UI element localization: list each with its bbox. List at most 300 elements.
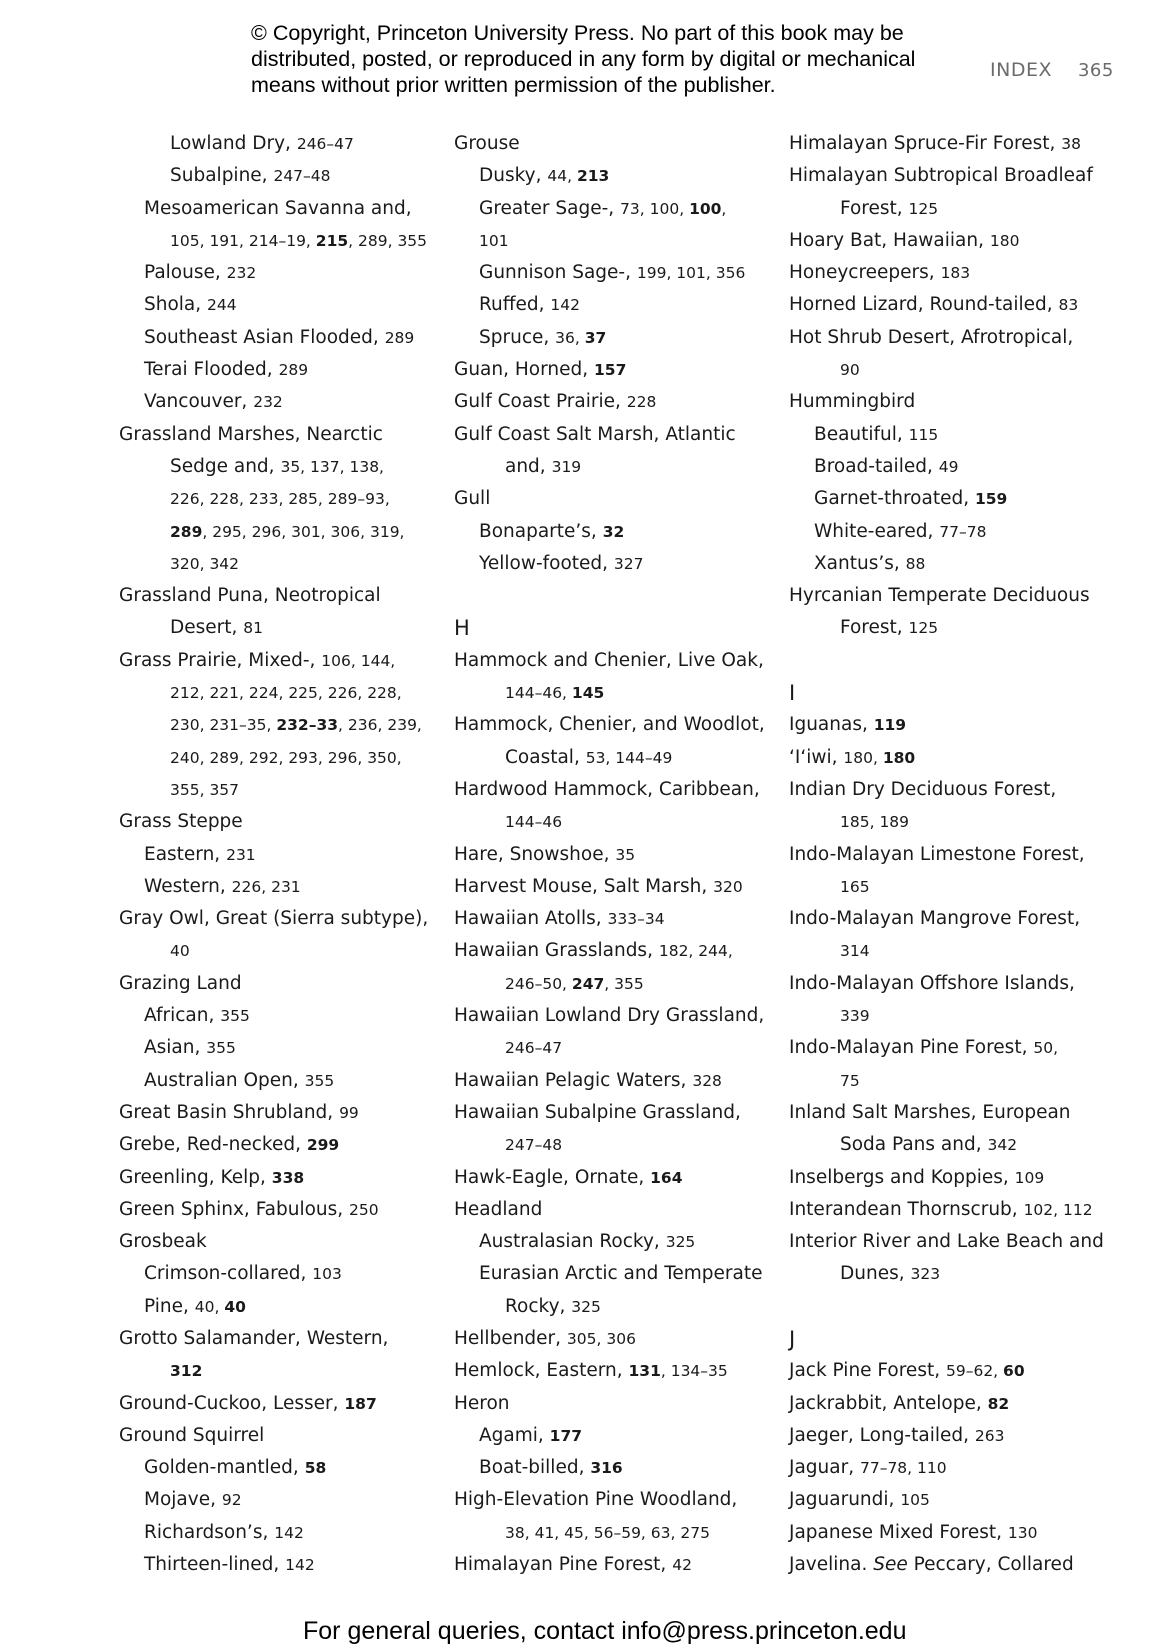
page-ref: 144–46 xyxy=(505,813,563,832)
page-ref: 246–47 xyxy=(505,1039,563,1058)
page-ref: 338 xyxy=(271,1168,305,1187)
entry-text: Indo-Malayan Limestone Forest, xyxy=(789,843,1085,865)
page-ref: 38 xyxy=(1061,135,1082,153)
page-ref: 319 xyxy=(551,457,582,476)
entry-text: Hoary Bat, Hawaiian, xyxy=(789,229,990,251)
entry-text: Gray Owl, Great (Sierra subtype), xyxy=(119,908,429,930)
page-ref: 316 xyxy=(590,1459,623,1478)
index-entry xyxy=(454,1452,784,1484)
entry-text: Jaeger, Long-tailed, xyxy=(789,1424,975,1446)
index-entry xyxy=(454,1129,784,1161)
index-entry xyxy=(789,1000,1119,1032)
page-ref: 50, xyxy=(1033,1039,1058,1058)
entry-text: Shola, xyxy=(144,294,208,316)
entry-text: Hawk-Eagle, Ornate, xyxy=(454,1166,651,1188)
page-ref: 82 xyxy=(987,1394,1010,1413)
page-ref: 35 xyxy=(615,845,636,864)
index-entry xyxy=(454,1000,784,1032)
index-entry xyxy=(454,1258,784,1290)
page-ref: 105 xyxy=(900,1491,930,1510)
entry-text: Xantus’s, xyxy=(814,552,906,574)
page-ref: 327 xyxy=(613,554,644,573)
entry-text: Great Basin Shrubland, xyxy=(119,1101,340,1123)
page-ref: 289 xyxy=(170,522,203,541)
page-ref: 83 xyxy=(1058,296,1079,315)
entry-text: Forest, xyxy=(840,197,909,219)
page-ref: 59–62, xyxy=(945,1362,1004,1381)
entry-text: Jack Pine Forest, xyxy=(789,1360,946,1382)
index-entry xyxy=(119,1484,449,1516)
page-ref: 40 xyxy=(224,1297,246,1316)
index-entry xyxy=(119,1388,449,1420)
contact-footer: For general queries, contact info@press.princeton.edu xyxy=(303,1617,907,1645)
entry-text: Crimson-collared, xyxy=(144,1263,313,1285)
page-ref: 355 xyxy=(206,1039,236,1058)
index-column-1 xyxy=(119,128,449,1581)
index-entry xyxy=(119,516,449,548)
entry-text: African, xyxy=(144,1005,221,1027)
entry-text: Hyrcanian Temperate Deciduous xyxy=(789,585,1090,607)
entry-text: Hawaiian Lowland Dry Grassland, xyxy=(454,1005,765,1027)
index-entry xyxy=(119,1065,449,1097)
index-entry xyxy=(789,871,1119,903)
entry-text: Greater Sage-, xyxy=(479,197,621,219)
index-entry xyxy=(119,1258,449,1290)
page-ref: 125 xyxy=(908,199,939,218)
entry-text: Indian Dry Deciduous Forest, xyxy=(789,778,1057,800)
index-entry xyxy=(454,225,784,257)
page-ref: 305, 306 xyxy=(566,1329,636,1348)
page-ref: 60 xyxy=(1003,1362,1025,1381)
page-ref: , 134–35 xyxy=(660,1362,728,1381)
entry-text: Thirteen-lined, xyxy=(144,1554,286,1576)
page-ref: 125 xyxy=(908,619,939,638)
index-entry xyxy=(789,289,1119,321)
page-ref: 325 xyxy=(571,1297,601,1316)
entry-text: Richardson’s, xyxy=(144,1521,275,1543)
letter-heading xyxy=(789,1323,1119,1355)
entry-text: Peccary, Collared xyxy=(907,1554,1074,1576)
index-entry xyxy=(454,128,784,160)
index-column-3 xyxy=(789,128,1119,1581)
page-ref: , 295, 296, 301, 306, 319, xyxy=(202,522,405,541)
page-ref: 53, 144–49 xyxy=(585,748,673,767)
letter-heading xyxy=(454,612,784,644)
index-entry xyxy=(454,871,784,903)
index-entry xyxy=(119,935,449,967)
page-ref: 247–48 xyxy=(273,167,331,186)
entry-text: Eurasian Arctic and Temperate xyxy=(479,1263,763,1285)
page-ref: 185, 189 xyxy=(840,813,910,832)
page-ref: 244 xyxy=(207,296,237,315)
page-ref: 142 xyxy=(550,296,580,315)
page-ref: 355 xyxy=(220,1007,250,1026)
index-entry xyxy=(454,1549,784,1581)
index-entry xyxy=(454,289,784,321)
entry-text: Boat-billed, xyxy=(479,1457,591,1479)
index-entry xyxy=(454,1097,784,1129)
entry-text: Gull xyxy=(454,488,491,510)
entry-text: Inland Salt Marshes, European xyxy=(789,1101,1071,1123)
index-entry xyxy=(119,386,449,418)
index-entry xyxy=(119,322,449,354)
index-entry xyxy=(119,354,449,386)
index-entry xyxy=(789,160,1119,192)
index-entry xyxy=(119,839,449,871)
page-ref: 35, 137, 138, xyxy=(280,457,384,476)
index-entry xyxy=(789,1258,1119,1290)
page-ref: 232 xyxy=(253,393,283,412)
page-ref: 342 xyxy=(987,1136,1018,1155)
index-entry xyxy=(454,839,784,871)
index-column-2 xyxy=(454,128,784,1581)
page-ref: 312 xyxy=(170,1362,203,1381)
index-entry xyxy=(789,1517,1119,1549)
index-entry xyxy=(454,1388,784,1420)
index-entry xyxy=(789,1355,1119,1387)
index-entry xyxy=(119,1000,449,1032)
entry-text: Heron xyxy=(454,1392,510,1414)
entry-text: Coastal, xyxy=(505,746,586,768)
index-entry xyxy=(454,1355,784,1387)
entry-text: Spruce, xyxy=(479,326,556,348)
entry-text: Hot Shrub Desert, Afrotropical, xyxy=(789,326,1074,348)
page-ref: 77–78 xyxy=(939,522,987,541)
entry-text: Ground-Cuckoo, Lesser, xyxy=(119,1392,345,1414)
index-entry xyxy=(789,128,1119,160)
entry-text: Headland xyxy=(454,1198,543,1220)
index-entry xyxy=(454,1420,784,1452)
page-ref: 246–47 xyxy=(296,135,354,153)
index-entry xyxy=(119,1517,449,1549)
page-ref: 159 xyxy=(974,490,1008,509)
index-entry xyxy=(119,645,449,677)
index-entry xyxy=(789,903,1119,935)
page-ref: 246–50, xyxy=(505,974,572,993)
page-ref: 230, 231–35, xyxy=(170,716,277,735)
index-entry xyxy=(454,1032,784,1064)
entry-text: Honeycreepers, xyxy=(789,262,941,284)
page-ref: 88 xyxy=(905,554,926,573)
page-ref: 73, 100, xyxy=(620,199,690,218)
index-entry xyxy=(119,968,449,1000)
entry-text: Bonaparte’s, xyxy=(479,520,603,542)
entry-text: Soda Pans and, xyxy=(840,1134,988,1156)
index-entry xyxy=(119,1291,449,1323)
entry-text: J xyxy=(789,1326,796,1351)
index-entry xyxy=(454,516,784,548)
entry-text: Green Sphinx, Fabulous, xyxy=(119,1198,350,1220)
section-gap xyxy=(789,1291,1119,1323)
entry-text: Guan, Horned, xyxy=(454,359,595,381)
index-entry xyxy=(789,322,1119,354)
index-entry xyxy=(454,645,784,677)
entry-text: Hammock and Chenier, Live Oak, xyxy=(454,649,764,671)
index-entry xyxy=(789,257,1119,289)
entry-text: Hawaiian Grasslands, xyxy=(454,940,659,962)
index-entry xyxy=(454,1323,784,1355)
page-ref: 180, xyxy=(843,748,883,767)
entry-text: Indo-Malayan Pine Forest, xyxy=(789,1037,1034,1059)
entry-text: Australasian Rocky, xyxy=(479,1231,666,1253)
index-entry xyxy=(454,386,784,418)
entry-text: Jaguar, xyxy=(789,1457,860,1479)
index-entry xyxy=(789,548,1119,580)
index-entry xyxy=(789,935,1119,967)
page-ref: 49 xyxy=(938,457,959,476)
index-entry xyxy=(789,1129,1119,1161)
index-entry xyxy=(789,612,1119,644)
entry-text: Forest, xyxy=(840,617,909,639)
index-entry xyxy=(789,1226,1119,1258)
index-entry xyxy=(454,1291,784,1323)
index-entry xyxy=(454,451,784,483)
entry-text: Eastern, xyxy=(144,843,227,865)
page-ref: 58 xyxy=(304,1459,327,1478)
page-ref: 355, 357 xyxy=(170,780,240,799)
page-ref: , 289, 355 xyxy=(348,231,428,250)
page-ref: 75 xyxy=(840,1071,860,1090)
index-entry xyxy=(789,419,1119,451)
index-entry xyxy=(789,709,1119,741)
entry-text: Jaguarundi, xyxy=(789,1489,901,1511)
index-entry xyxy=(789,1065,1119,1097)
index-entry xyxy=(119,257,449,289)
index-entry xyxy=(119,193,449,225)
page-ref: 40 xyxy=(170,942,190,961)
entry-text: Interior River and Lake Beach and xyxy=(789,1231,1104,1253)
entry-text: Jackrabbit, Antelope, xyxy=(789,1392,988,1414)
index-entry xyxy=(119,677,449,709)
page-ref: 250 xyxy=(349,1200,379,1219)
index-entry xyxy=(454,548,784,580)
page-ref: 130 xyxy=(1007,1523,1038,1542)
entry-text: Hellbender, xyxy=(454,1327,567,1349)
index-entry xyxy=(789,1097,1119,1129)
index-entry xyxy=(119,1549,449,1581)
page-ref: 109 xyxy=(1014,1168,1045,1187)
page-ref: 145 xyxy=(571,684,605,703)
entry-text: Desert, xyxy=(170,617,244,639)
page-number: 365 xyxy=(1077,60,1114,81)
entry-text: Grass Prairie, Mixed-, xyxy=(119,649,322,671)
index-entry xyxy=(454,1194,784,1226)
page-ref: 103 xyxy=(312,1265,342,1284)
entry-text: Ground Squirrel xyxy=(119,1424,265,1446)
index-entry xyxy=(119,1355,449,1387)
entry-text: Inselbergs and Koppies, xyxy=(789,1166,1015,1188)
index-entry xyxy=(789,193,1119,225)
index-entry xyxy=(119,871,449,903)
page-ref: 328 xyxy=(692,1071,722,1090)
index-entry xyxy=(789,354,1119,386)
entry-text: Mojave, xyxy=(144,1489,222,1511)
page-ref: , xyxy=(721,199,727,218)
index-entry xyxy=(119,1032,449,1064)
page-ref: 314 xyxy=(840,942,870,961)
index-entry xyxy=(789,806,1119,838)
index-entry xyxy=(119,903,449,935)
page-ref: 289 xyxy=(384,328,415,347)
index-entry xyxy=(789,451,1119,483)
index-entry xyxy=(789,386,1119,418)
page-ref: 164 xyxy=(650,1168,683,1187)
index-entry xyxy=(789,580,1119,612)
index-entry xyxy=(789,774,1119,806)
index-entry xyxy=(454,903,784,935)
entry-text: Himalayan Pine Forest, xyxy=(454,1554,673,1576)
entry-text: Interandean Thornscrub, xyxy=(789,1198,1024,1220)
index-entry xyxy=(119,451,449,483)
page-ref: 105, 191, 214–19, xyxy=(170,231,316,250)
index-entry xyxy=(789,1549,1119,1581)
index-entry xyxy=(454,257,784,289)
entry-text: Subalpine, xyxy=(170,165,274,187)
entry-text: Grass Steppe xyxy=(119,811,243,833)
index-entry xyxy=(119,742,449,774)
page-ref: 226, 231 xyxy=(231,877,301,896)
page-ref: 320 xyxy=(713,877,743,896)
page-ref: 101 xyxy=(479,231,509,250)
index-entry xyxy=(119,1162,449,1194)
page-ref: 213 xyxy=(576,167,610,186)
entry-text: Grassland Marshes, Nearctic xyxy=(119,423,383,445)
page-ref: 232–33 xyxy=(276,716,339,735)
entry-text: Harvest Mouse, Salt Marsh, xyxy=(454,875,714,897)
page-ref: 115 xyxy=(908,425,939,444)
page-ref: 100 xyxy=(689,199,722,218)
entry-text: Pine, xyxy=(144,1295,195,1317)
index-entry xyxy=(119,1452,449,1484)
entry-text: Greenling, Kelp, xyxy=(119,1166,272,1188)
index-entry xyxy=(454,1484,784,1516)
entry-text: Hawaiian Subalpine Grassland, xyxy=(454,1101,741,1123)
entry-text: Japanese Mixed Forest, xyxy=(789,1521,1008,1543)
entry-text: Golden-mantled, xyxy=(144,1457,305,1479)
entry-text: I xyxy=(789,681,796,706)
page-ref: 142 xyxy=(285,1556,315,1575)
page-ref: 40, xyxy=(194,1297,225,1316)
index-entry xyxy=(119,160,449,192)
page-ref: 36, xyxy=(555,328,585,347)
entry-text: Agami, xyxy=(479,1424,550,1446)
page-ref: 90 xyxy=(840,361,860,380)
index-entry xyxy=(119,1226,449,1258)
page-ref: 32 xyxy=(602,522,625,541)
entry-text: Ruffed, xyxy=(479,294,551,316)
copyright-line: means without prior written permission of the publisher. xyxy=(251,73,776,97)
page-ref: 289 xyxy=(278,361,309,380)
entry-text: H xyxy=(454,616,470,641)
page-ref: 187 xyxy=(344,1394,377,1413)
index-entry xyxy=(119,289,449,321)
entry-text: Gunnison Sage-, xyxy=(479,262,637,284)
page-ref: 320, 342 xyxy=(170,554,240,573)
page-ref: 333–34 xyxy=(607,910,665,929)
page-ref: 323 xyxy=(910,1265,941,1284)
index-entry xyxy=(789,225,1119,257)
entry-text: Hummingbird xyxy=(789,391,916,413)
index-entry xyxy=(789,1420,1119,1452)
page-ref: 247 xyxy=(571,974,605,993)
entry-text: and, xyxy=(505,455,552,477)
page-ref: 165 xyxy=(840,877,870,896)
entry-text: Lowland Dry, xyxy=(170,133,297,154)
page-ref: 180 xyxy=(989,231,1020,250)
entry-text: Yellow-footed, xyxy=(479,552,614,574)
index-entry xyxy=(789,1032,1119,1064)
entry-text: Grebe, Red-necked, xyxy=(119,1134,307,1156)
index-entry xyxy=(454,935,784,967)
entry-text: Grazing Land xyxy=(119,972,242,994)
entry-text: Australian Open, xyxy=(144,1069,305,1091)
entry-text: Garnet-throated, xyxy=(814,488,975,510)
index-entry xyxy=(454,774,784,806)
index-entry xyxy=(119,419,449,451)
index-entry xyxy=(119,128,449,160)
page-ref: 144–46, xyxy=(505,684,572,703)
page-ref: 42 xyxy=(672,1556,692,1575)
index-entry xyxy=(119,1129,449,1161)
letter-heading xyxy=(789,677,1119,709)
index-entry xyxy=(454,160,784,192)
index-entry xyxy=(454,968,784,1000)
page-ref: 325 xyxy=(665,1233,696,1252)
page-ref: 92 xyxy=(221,1491,242,1510)
page-ref: 37 xyxy=(584,328,607,347)
entry-text: Vancouver, xyxy=(144,391,254,413)
index-entry xyxy=(454,193,784,225)
page-ref: 142 xyxy=(274,1523,304,1542)
entry-text: Indo-Malayan Mangrove Forest, xyxy=(789,908,1081,930)
page-ref: 183 xyxy=(940,264,971,283)
page-ref: , 236, 239, xyxy=(338,716,422,735)
page-ref: 77–78, 110 xyxy=(859,1459,947,1478)
entry-text: Dusky, xyxy=(479,165,548,187)
index-entry xyxy=(789,1388,1119,1420)
page-ref: 199, 101, 356 xyxy=(636,264,746,283)
page-ref: 240, 289, 292, 293, 296, 350, xyxy=(170,748,402,767)
index-entry xyxy=(789,1484,1119,1516)
page-ref: 38, 41, 45, 56–59, 63, 275 xyxy=(505,1523,710,1542)
index-entry xyxy=(789,742,1119,774)
section-gap xyxy=(789,645,1119,677)
index-entry xyxy=(454,677,784,709)
page-ref: 81 xyxy=(243,619,264,638)
entry-text: See xyxy=(873,1554,908,1576)
index-entry xyxy=(454,1162,784,1194)
entry-text: Grosbeak xyxy=(119,1231,207,1253)
index-entry xyxy=(454,354,784,386)
entry-text: Himalayan Subtropical Broadleaf xyxy=(789,165,1093,187)
entry-text: Hawaiian Pelagic Waters, xyxy=(454,1069,693,1091)
section-gap xyxy=(454,580,784,612)
entry-text: Asian, xyxy=(144,1037,207,1059)
page-ref: 212, 221, 224, 225, 226, 228, xyxy=(170,684,402,703)
entry-text: Gulf Coast Prairie, xyxy=(454,391,627,413)
entry-text: Grotto Salamander, Western, xyxy=(119,1327,389,1349)
index-entry xyxy=(789,1194,1119,1226)
index-entry xyxy=(119,225,449,257)
page-ref: 355 xyxy=(304,1071,335,1090)
page-ref: 119 xyxy=(873,716,907,735)
index-entry xyxy=(789,1452,1119,1484)
index-entry xyxy=(119,580,449,612)
index-entry xyxy=(789,839,1119,871)
index-entry xyxy=(119,709,449,741)
page-ref: 180 xyxy=(882,748,916,767)
entry-text: Palouse, xyxy=(144,262,227,284)
